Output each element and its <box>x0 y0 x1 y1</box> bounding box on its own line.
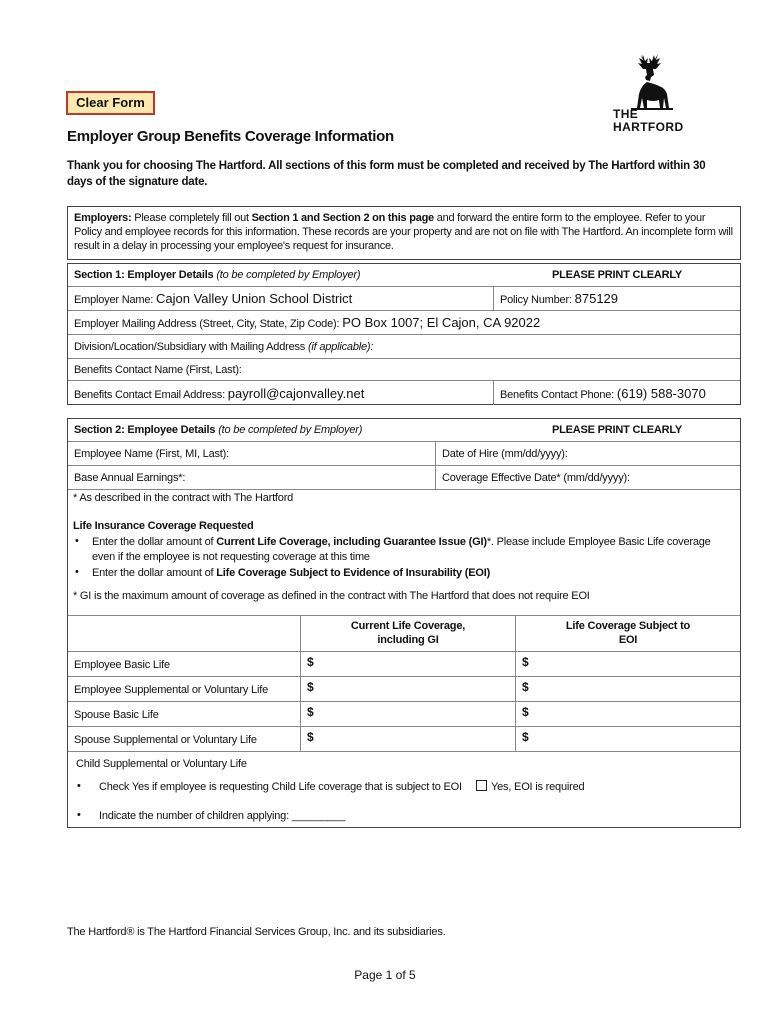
row-label: Spouse Supplemental or Voluntary Life <box>68 727 301 751</box>
logo-the: THE <box>613 107 639 121</box>
effective-date-field[interactable] <box>436 466 740 489</box>
employers-bold: Section 1 and Section 2 on this page <box>251 212 434 224</box>
mailing-address-row <box>68 310 740 334</box>
base-earnings-label: Base Annual Earnings*: <box>74 472 186 484</box>
policy-number-value: 875129 <box>574 291 619 306</box>
section1-heading-text: Section 1: Employer Details <box>74 269 214 281</box>
employer-name-value: Cajon Valley Union School District <box>155 291 353 306</box>
child-count-field[interactable]: Indicate the number of children applying: _________ <box>99 810 346 822</box>
contact-email-value: payroll@cajonvalley.net <box>227 386 365 401</box>
bullet-dot: • <box>77 780 81 792</box>
contact-name-row <box>68 358 740 380</box>
life-heading: Life Insurance Coverage Requested <box>73 520 254 532</box>
current-coverage-header: Current Life Coverage, including GI <box>301 616 516 651</box>
effective-date-label: Coverage Effective Date* (mm/dd/yyyy): <box>442 472 630 484</box>
current-amount-field[interactable]: $ <box>301 727 516 751</box>
child-heading: Child Supplemental or Voluntary Life <box>76 758 247 770</box>
section1-print-clearly: PLEASE PRINT CLEARLY <box>551 269 683 281</box>
table-row <box>68 726 740 751</box>
base-earnings-field[interactable] <box>68 466 436 489</box>
employer-name-row <box>68 286 740 310</box>
contact-phone-field[interactable] <box>494 381 740 405</box>
table-row <box>68 651 740 676</box>
earnings-row <box>68 465 740 489</box>
footer-text: The Hartford® is The Hartford Financial Services Group, Inc. and its subsidiaries. <box>67 926 446 938</box>
policy-number-label: Policy Number: <box>500 294 572 306</box>
eoi-amount-field[interactable]: $ <box>522 705 529 719</box>
bullet-dot: • <box>75 566 79 578</box>
mailing-address-label: Employer Mailing Address (Street, City, State, Zip Code): <box>74 318 340 330</box>
employers-text-1: Please completely fill out <box>131 212 252 224</box>
child-checkbox-label: Yes, EOI is required <box>491 781 585 793</box>
bullet2-text: Enter the dollar amount of Life Coverage Subject to Evidence of Insurability (EOI) <box>92 567 491 579</box>
contact-name-label: Benefits Contact Name (First, Last): <box>74 364 242 376</box>
hartford-logo <box>605 52 685 134</box>
eoi-amount-field[interactable]: $ <box>522 680 529 694</box>
division-label: Division/Location/Subsidiary with Mailing Address <box>74 341 306 353</box>
eoi-amount-field[interactable]: $ <box>522 730 529 744</box>
section1-header-row <box>68 264 740 286</box>
mailing-address-field[interactable] <box>68 311 740 334</box>
logo-hartford: HARTFORD <box>613 120 684 134</box>
employee-name-field[interactable] <box>68 442 436 465</box>
section2-header-row <box>68 419 740 441</box>
current-amount-field[interactable]: $ <box>301 702 516 726</box>
contact-email-label: Benefits Contact Email Address: <box>74 389 225 401</box>
bullet1-line2: even if the employee is not requesting coverage at this time <box>92 551 370 563</box>
employer-name-field[interactable] <box>68 287 494 310</box>
division-row <box>68 334 740 358</box>
date-of-hire-label: Date of Hire (mm/dd/yyyy): <box>442 448 568 460</box>
eoi-coverage-header: Life Coverage Subject to EOI <box>565 620 691 646</box>
division-field[interactable] <box>68 335 740 358</box>
bullet-dot: • <box>75 535 79 547</box>
table-row <box>68 676 740 701</box>
intro-text: Thank you for choosing The Hartford. All sections of this form must be completed and received by The Hartford within 30 days of the signature date. <box>67 160 706 188</box>
section2-heading <box>68 419 494 441</box>
coverage-table-header <box>68 615 740 651</box>
page-title: Employer Group Benefits Coverage Information <box>67 128 394 145</box>
bullet1-text: Enter the dollar amount of Current Life Coverage, including Guarantee Issue (GI)*. Please include Employee Basic Life coverage <box>92 536 711 548</box>
contact-email-field[interactable] <box>68 381 494 405</box>
checkbox-icon[interactable] <box>476 780 487 791</box>
employee-name-row <box>68 441 740 465</box>
row-label: Employee Supplemental or Voluntary Life <box>68 677 301 701</box>
stag-icon <box>627 52 677 110</box>
contact-name-field[interactable] <box>68 359 740 380</box>
employer-name-label: Employer Name: <box>74 294 154 306</box>
section1-heading <box>68 264 494 286</box>
policy-number-field[interactable] <box>494 287 740 310</box>
page-number: Page 1 of 5 <box>354 968 416 982</box>
eoi-amount-field[interactable]: $ <box>522 655 529 669</box>
coverage-blank-header <box>68 616 301 651</box>
section1-box <box>67 263 741 405</box>
section2-heading-note: (to be completed by Employer) <box>218 424 363 436</box>
employers-label: Employers: <box>74 212 132 224</box>
child-bullet1: Check Yes if employee is requesting Child Life coverage that is subject to EOI <box>99 781 462 793</box>
contact-phone-label: Benefits Contact Phone: <box>500 389 615 401</box>
section2-heading-text: Section 2: Employee Details <box>74 424 216 436</box>
contact-phone-value: (619) 588-3070 <box>616 386 706 401</box>
contract-note: * As described in the contract with The Hartford <box>73 492 294 504</box>
table-row <box>68 701 740 726</box>
clear-form-button[interactable]: Clear Form <box>66 91 155 115</box>
employers-instructions <box>67 206 741 260</box>
row-label: Spouse Basic Life <box>68 702 301 726</box>
current-amount-field[interactable]: $ <box>301 652 516 676</box>
section2-print-clearly: PLEASE PRINT CLEARLY <box>551 424 683 436</box>
division-note: (if applicable): <box>307 341 374 353</box>
child-eoi-option[interactable] <box>476 780 584 793</box>
current-amount-field[interactable]: $ <box>301 677 516 701</box>
section1-heading-note: (to be completed by Employer) <box>216 269 361 281</box>
row-label: Employee Basic Life <box>68 652 301 676</box>
child-coverage-section <box>68 751 740 827</box>
life-coverage-info <box>68 489 740 615</box>
date-of-hire-field[interactable] <box>436 442 740 465</box>
section2-box <box>67 418 741 828</box>
mailing-address-value: PO Box 1007; El Cajon, CA 92022 <box>342 315 541 330</box>
gi-note: * GI is the maximum amount of coverage as defined in the contract with The Hartford that does not require EOI <box>73 590 590 602</box>
contact-email-row <box>68 380 740 405</box>
bullet-dot: • <box>77 809 81 821</box>
employee-name-label: Employee Name (First, MI, Last): <box>74 448 229 460</box>
employers-text-2: and forward the entire form to the employee. Refer to your Policy and employee records for this information. These records are your property and are not on file with The Hartford. An incomplete form will result in a delay in processing your employee's request for insurance. <box>74 212 733 252</box>
